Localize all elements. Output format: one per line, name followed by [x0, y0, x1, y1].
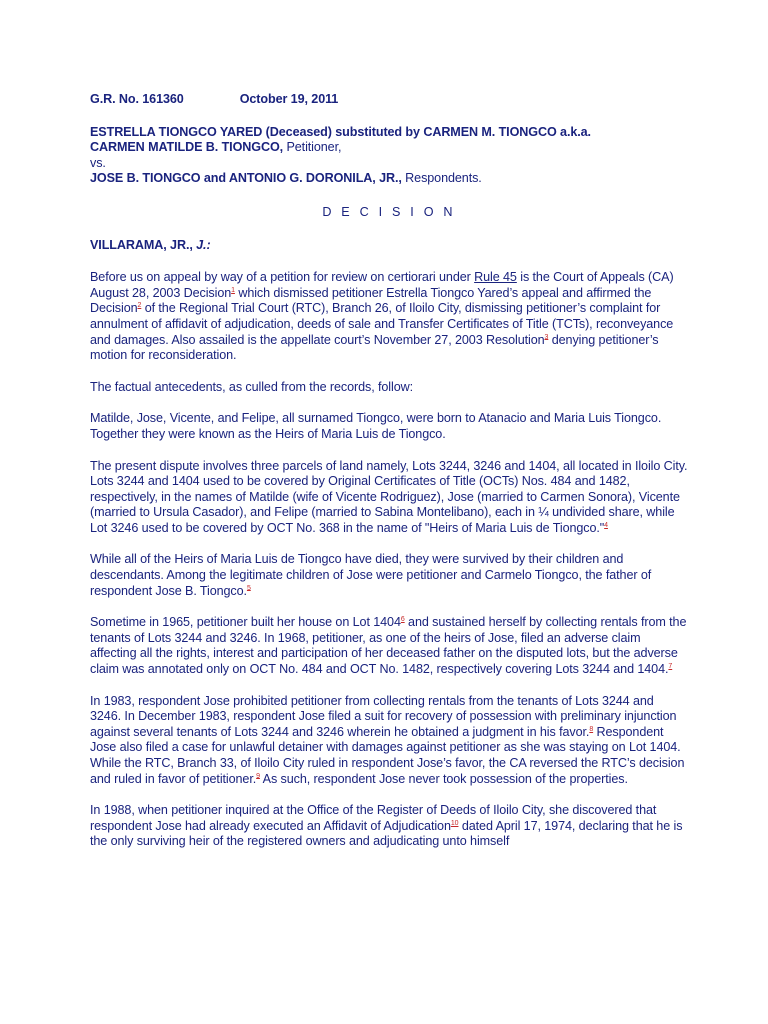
text-run: In 1983, respondent Jose prohibited petitioner from collecting rentals from the tenants of Lots 3244 and 3246. In December 1983, respondent Jose filed a suit for recovery of possession with preliminary injunction against several tenants of Lots 3244 and 3246 wherein he obtained a judgment in his favor.: [90, 693, 677, 739]
petitioner-role: Petitioner,: [283, 140, 342, 155]
paragraph-2: The factual antecedents, as culled from the records, follow:: [90, 379, 414, 394]
footnote-link-9[interactable]: 9: [256, 772, 260, 780]
decision-date: October 19, 2011: [239, 92, 339, 106]
text-run: is the Court of Appeals (CA) August 28, 2003 Decision: [90, 270, 674, 300]
versus: vs.: [90, 155, 106, 170]
gr-number: G.R. No. 161360: [90, 92, 184, 106]
ponente-name: VILLARAMA, JR.,: [90, 237, 197, 252]
case-header: [90, 92, 688, 108]
petitioner-line-2: [90, 140, 688, 156]
text-run: As such, respondent Jose never took possession of the properties.: [259, 771, 628, 786]
paragraph-7: [90, 694, 688, 788]
respondents-role: Respondents.: [401, 171, 482, 186]
respondents-name: JOSE B. TIONGCO and ANTONIO G. DORONILA, JR.,: [90, 171, 402, 186]
text-run: In 1988, when petitioner inquired at the Office of the Register of Deeds of Iloilo City, she discovered that respondent Jose had already executed an Affidavit of Adjudication: [90, 803, 657, 833]
petitioner-line-1: ESTRELLA TIONGCO YARED (Deceased) substituted by CARMEN M. TIONGCO a.k.a.: [90, 124, 591, 139]
text-run: Respondent Jose also filed a case for unlawful detainer with damages against petitioner as she was staying on Lot 1404. While the RTC, Branch 33, of Iloilo City ruled in respondent Jose’s favor, the CA reversed the RTC’s decision and ruled in favor of petitioner.: [90, 724, 685, 786]
footnote-link-1[interactable]: 1: [231, 286, 235, 294]
ponente-suffix: J.:: [196, 237, 211, 252]
paragraph-4: [90, 459, 688, 537]
footnote-link-3[interactable]: 3: [544, 333, 549, 341]
paragraph-3: Matilde, Jose, Vicente, and Felipe, all surnamed Tiongco, were born to Atanacio and Maria Luis Tiongco. Together they were known as the Heirs of Maria Luis de Tiongco.: [90, 411, 662, 441]
footnote-link-8[interactable]: 8: [589, 725, 594, 733]
text-run: Before us on appeal by way of a petition for review on certiorari under: [90, 270, 475, 285]
footnote-link-7[interactable]: 7: [668, 662, 673, 670]
footnote-link-10[interactable]: 10: [450, 819, 459, 827]
text-run: dated April 17, 1974, declaring that he is the only surviving heir of the registered owners and adjudicating unto himself: [90, 818, 683, 849]
footnote-link-2[interactable]: 2: [137, 302, 142, 310]
text-run: While all of the Heirs of Maria Luis de Tiongco have died, they were survived by their children and descendants. Among the legitimate children of Jose were petitioner and Carmelo Tiongco, the father of respondent Jose B. Tiongco.: [90, 552, 652, 598]
case-parties: [90, 125, 688, 187]
text-run: and sustained herself by collecting rentals from the tenants of Lots 3244 and 3246. In 1968, petitioner, as one of the heirs of Jose, filed an adverse claim affecting all the rights, interest and participation of her deceased father on the disputed lots, but the adverse claim was annotated only on OCT No. 484 and OCT No. 1482, respectively covering Lots 3244 and 1404.: [90, 615, 687, 677]
respondents-line: [90, 171, 688, 187]
paragraph-5: [90, 552, 688, 599]
decision-title: D E C I S I O N: [322, 204, 456, 219]
text-run: which dismissed petitioner Estrella Tiongco Yared’s appeal and affirmed the Decision: [90, 285, 652, 316]
petitioner-name: CARMEN MATILDE B. TIONGCO,: [90, 140, 284, 155]
text-run: of the Regional Trial Court (RTC), Branch 26, of Iloilo City, dismissing petitioner’s complaint for annulment of affidavit of adjudication, deeds of sale and Transfer Certificates of Title (TCTs), reconveyance and damages. Also assailed is the appellate court’s November 27, 2003 Resolution: [90, 301, 674, 347]
ponente: [90, 238, 688, 254]
footnote-link-4[interactable]: 4: [604, 521, 608, 529]
paragraph-6: [90, 615, 688, 677]
text-run: Sometime in 1965, petitioner built her house on Lot 1404: [90, 615, 401, 630]
footnote-link-6[interactable]: 6: [400, 616, 405, 624]
footnote-link-5[interactable]: 5: [246, 584, 251, 592]
paragraph-1: [90, 270, 688, 364]
paragraph-8: [90, 803, 688, 850]
text-run: denying petitioner’s motion for reconsideration.: [90, 332, 659, 363]
rule-45-link[interactable]: Rule 45: [474, 270, 517, 285]
text-run: The present dispute involves three parcels of land namely, Lots 3244, 3246 and 1404, all located in Iloilo City. Lots 3244 and 1404 used to be covered by Original Certificates of Title (OCTs) Nos. 484 and 1482, respectively, in the names of Matilde (wife of Vicente Rodriguez), Jose (married to Carmen Sonora), Vicente (married to Ursula Casador), and Felipe (married to Sabina Montelibano), each in ¼ undivided share, while Lot 3246 used to be covered by OCT No. 368 in the name of "Heirs of Maria Luis de Tiongco.": [90, 458, 688, 535]
